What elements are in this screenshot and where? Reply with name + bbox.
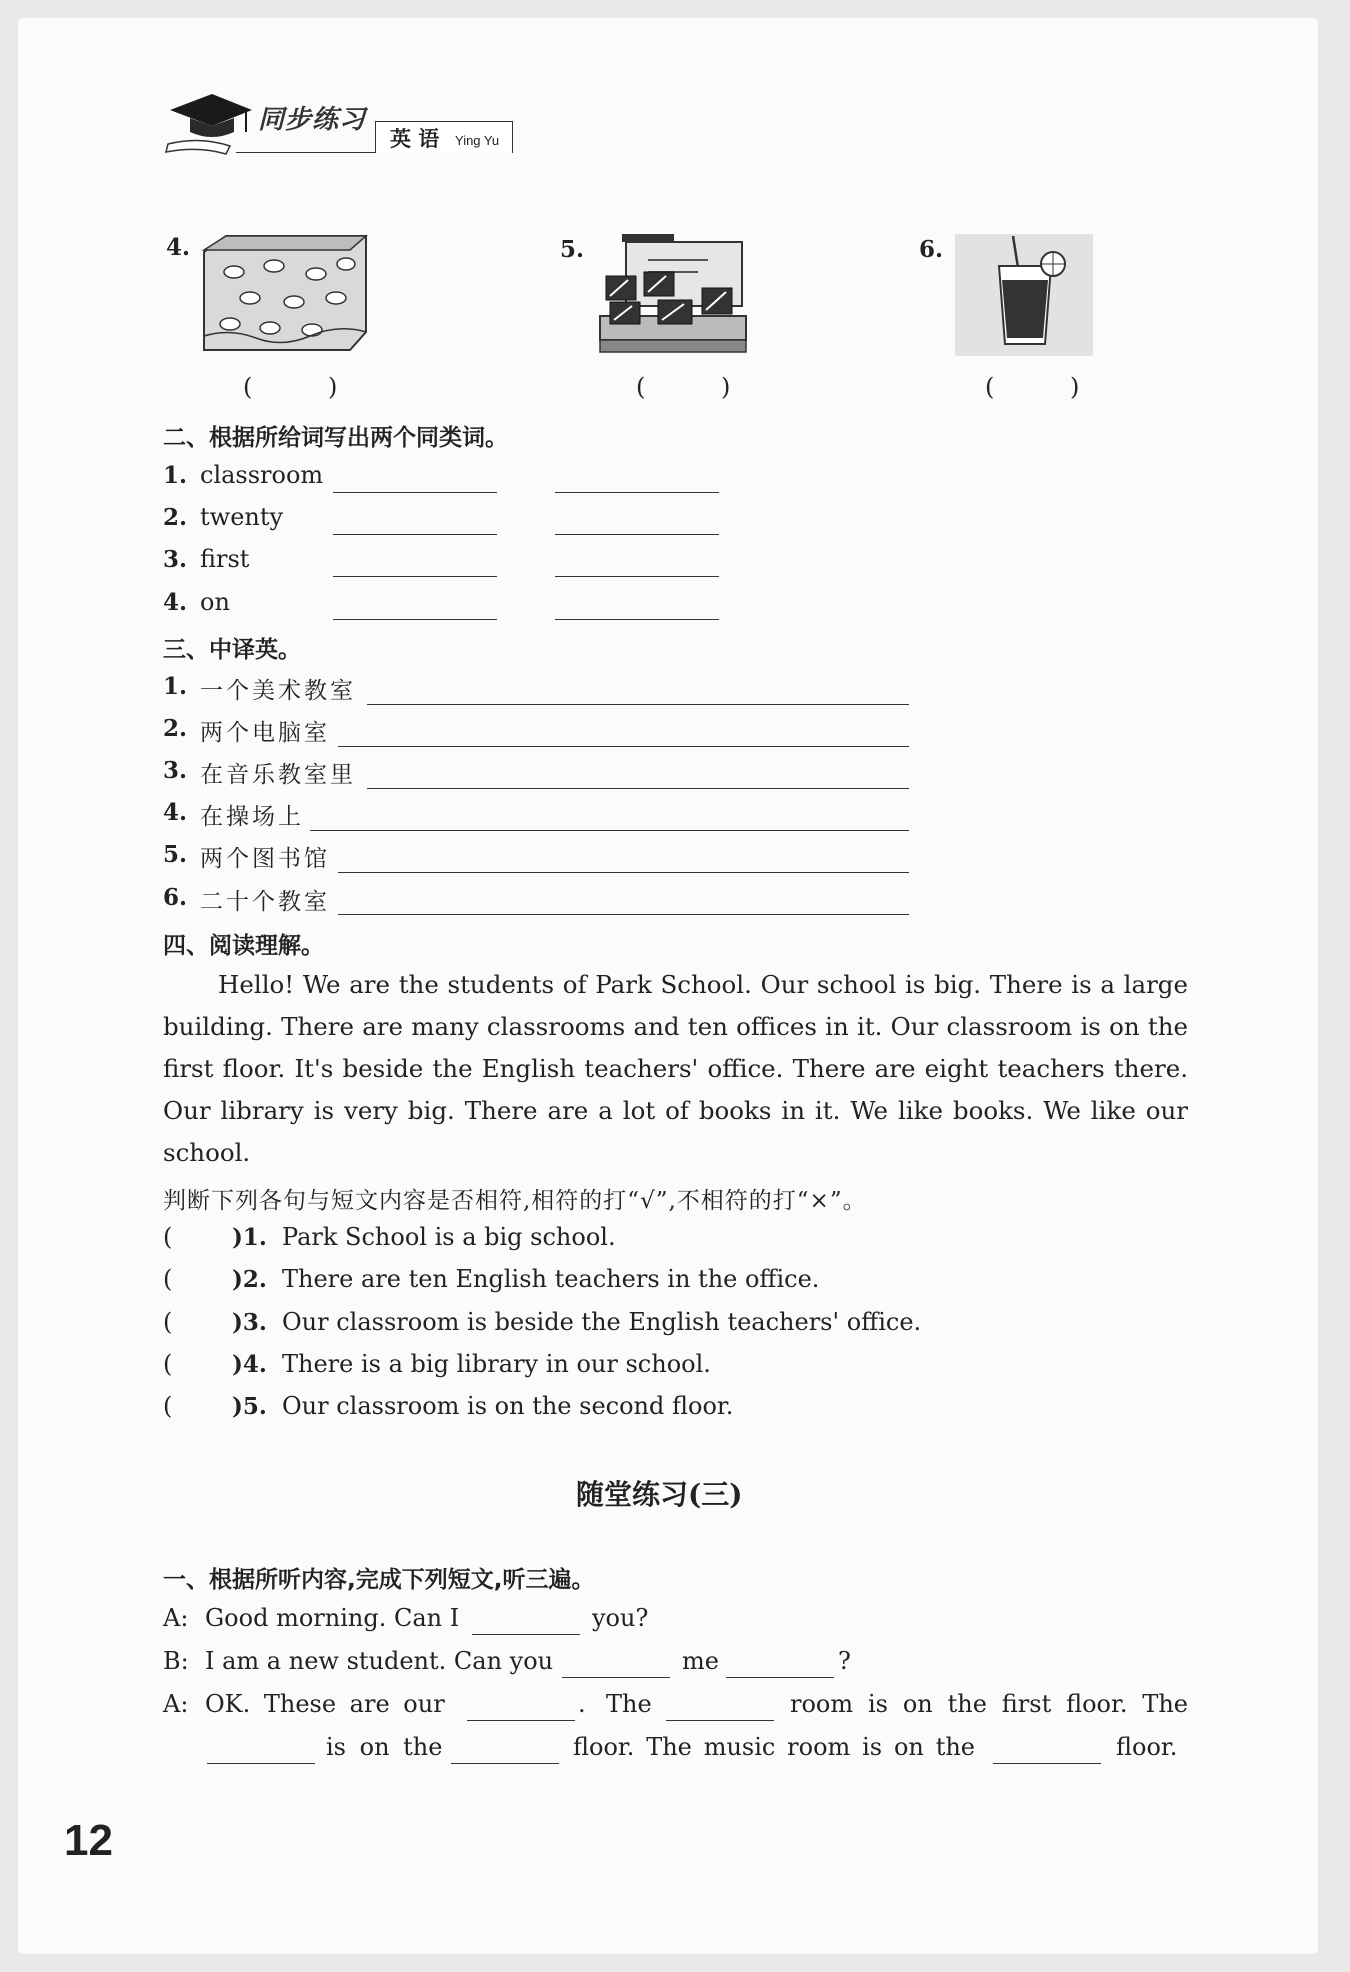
dialogue-text: floor. xyxy=(1116,1733,1178,1761)
dialogue-text: room is on the first floor. The xyxy=(790,1690,1188,1718)
item-number: )5. xyxy=(232,1393,267,1420)
speaker-label: B: xyxy=(163,1647,189,1675)
chinese-phrase: 在操场上 xyxy=(200,804,304,830)
answer-blank[interactable] xyxy=(993,1763,1101,1764)
answer-blank[interactable] xyxy=(310,830,909,831)
brand-title: 同步练习 xyxy=(258,105,367,135)
item-number: )1. xyxy=(232,1224,267,1251)
answer-blank[interactable] xyxy=(333,492,497,493)
dialogue-text: is on the xyxy=(326,1733,443,1761)
subject-pinyin: Ying Yu xyxy=(455,133,500,148)
chinese-phrase: 在音乐教室里 xyxy=(200,762,356,788)
answer-parentheses[interactable]: ( ) xyxy=(985,373,1114,401)
answer-blank[interactable] xyxy=(555,492,719,493)
item-number: 3. xyxy=(163,546,188,573)
dialogue-text: you? xyxy=(592,1604,649,1632)
candy-box-image xyxy=(200,232,372,356)
dialogue-text: OK. These are our xyxy=(205,1690,445,1718)
dialogue-text: . xyxy=(578,1690,586,1718)
given-word: first xyxy=(200,545,250,573)
subject-label: 英 语 xyxy=(390,127,440,151)
true-false-instruction: 判断下列各句与短文内容是否相符,相符的打“√”,不相符的打“×”。 xyxy=(163,1188,867,1214)
passage-line: school. xyxy=(163,1138,251,1167)
answer-blank[interactable] xyxy=(666,1720,774,1721)
practice-title: 随堂练习(三) xyxy=(576,1478,743,1511)
answer-blank[interactable] xyxy=(562,1677,670,1678)
statement: There are ten English teachers in the office. xyxy=(282,1265,820,1293)
chinese-phrase: 二十个教室 xyxy=(200,889,330,915)
section-4-title: 四、阅读理解。 xyxy=(163,933,324,959)
answer-blank[interactable] xyxy=(333,534,497,535)
answer-blank[interactable] xyxy=(333,619,497,620)
passage-line: Our library is very big. There are a lot of books in it. We like books. We like our xyxy=(163,1096,1188,1125)
passage-line: Hello! We are the students of Park School. Our school is big. There is a large xyxy=(218,970,1188,999)
answer-blank[interactable] xyxy=(467,1720,575,1721)
section-3-title: 三、中译英。 xyxy=(163,637,301,663)
statement: Our classroom is beside the English teachers' office. xyxy=(282,1308,922,1336)
item-number: 4. xyxy=(163,799,188,826)
given-word: twenty xyxy=(200,503,284,531)
dialogue-text: Good morning. Can I xyxy=(205,1604,460,1632)
answer-blank[interactable] xyxy=(451,1763,559,1764)
chinese-phrase: 两个图书馆 xyxy=(200,846,330,872)
question-number: 4. xyxy=(166,234,191,261)
item-number: 1. xyxy=(163,673,188,700)
graduation-cap-icon xyxy=(160,88,260,160)
answer-blank[interactable] xyxy=(555,619,719,620)
question-number: 5. xyxy=(560,236,585,263)
open-paren[interactable]: ( xyxy=(163,1350,173,1378)
answer-blank[interactable] xyxy=(333,576,497,577)
open-paren[interactable]: ( xyxy=(163,1392,173,1420)
passage-line: first floor. It's beside the English teachers' office. There are eight teachers there. xyxy=(163,1054,1188,1083)
answer-blank[interactable] xyxy=(367,788,909,789)
item-number: )2. xyxy=(232,1266,267,1293)
open-paren[interactable]: ( xyxy=(163,1308,173,1336)
passage-line: building. There are many classrooms and ten offices in it. Our classroom is on the xyxy=(163,1012,1188,1041)
computer-room-image xyxy=(598,232,748,356)
juice-glass-image xyxy=(955,234,1093,356)
page-number: 12 xyxy=(64,1816,113,1865)
statement: Our classroom is on the second floor. xyxy=(282,1392,734,1420)
item-number: 3. xyxy=(163,757,188,784)
dialogue-text: ? xyxy=(838,1647,851,1675)
speaker-label: A: xyxy=(163,1604,189,1632)
answer-blank[interactable] xyxy=(726,1677,834,1678)
speaker-label: A: xyxy=(163,1690,189,1718)
item-number: 2. xyxy=(163,715,188,742)
item-number: )4. xyxy=(232,1351,267,1378)
item-number: 6. xyxy=(163,884,188,911)
given-word: classroom xyxy=(200,461,324,489)
answer-blank[interactable] xyxy=(472,1634,580,1635)
item-number: )3. xyxy=(232,1309,267,1336)
statement: Park School is a big school. xyxy=(282,1223,616,1251)
dialogue-text: I am a new student. Can you xyxy=(205,1647,554,1675)
item-number: 2. xyxy=(163,504,188,531)
item-number: 5. xyxy=(163,841,188,868)
statement: There is a big library in our school. xyxy=(282,1350,711,1378)
item-number: 4. xyxy=(163,589,188,616)
answer-blank[interactable] xyxy=(555,576,719,577)
answer-blank[interactable] xyxy=(338,914,909,915)
listening-section-title: 一、根据所听内容,完成下列短文,听三遍。 xyxy=(163,1567,595,1593)
answer-blank[interactable] xyxy=(555,534,719,535)
given-word: on xyxy=(200,588,230,616)
item-number: 1. xyxy=(163,462,188,489)
dialogue-text: floor. The music room is on the xyxy=(573,1733,975,1761)
answer-parentheses[interactable]: ( ) xyxy=(636,373,765,401)
open-paren[interactable]: ( xyxy=(163,1265,173,1293)
answer-blank[interactable] xyxy=(367,704,909,705)
open-paren[interactable]: ( xyxy=(163,1223,173,1251)
answer-blank[interactable] xyxy=(207,1763,315,1764)
chinese-phrase: 一个美术教室 xyxy=(200,678,356,704)
dialogue-text: me xyxy=(682,1647,719,1675)
question-number: 6. xyxy=(919,236,944,263)
answer-parentheses[interactable]: ( ) xyxy=(243,373,372,401)
section-2-title: 二、根据所给词写出两个同类词。 xyxy=(163,425,508,451)
dialogue-text: The xyxy=(606,1690,652,1718)
answer-blank[interactable] xyxy=(338,746,909,747)
answer-blank[interactable] xyxy=(338,872,909,873)
chinese-phrase: 两个电脑室 xyxy=(200,720,330,746)
